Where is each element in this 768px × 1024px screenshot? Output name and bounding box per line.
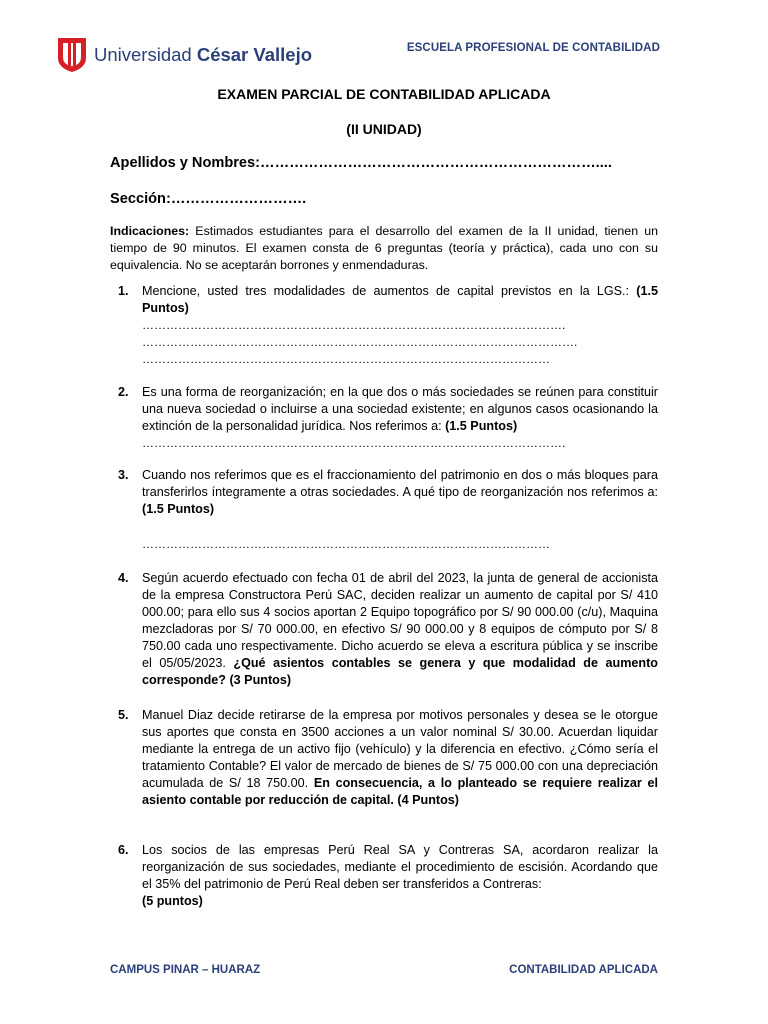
question-number: 3. bbox=[118, 468, 129, 482]
question-points: (1.5 Puntos) bbox=[142, 502, 215, 516]
page-header bbox=[58, 38, 660, 74]
question-5 bbox=[110, 707, 658, 809]
question-6 bbox=[110, 842, 658, 910]
question-text: Mencione, usted tres modalidades de aumentos de capital previstos en la LGS.: bbox=[142, 284, 637, 298]
question-points: ¿Qué asientos contables se genera y que modalidad de aumento corresponde? (3 Puntos) bbox=[142, 656, 658, 687]
question-4 bbox=[110, 570, 658, 689]
question-text: Cuando nos referimos que es el fraccionamiento del patrimonio en dos o más bloques para transferirlos íntegramente a otras sociedades. A qué tipo de reorganización nos referimos a: bbox=[142, 468, 658, 499]
answer-line: ………………………………………………………………………………………… bbox=[142, 352, 550, 366]
logo-name-text: César Vallejo bbox=[196, 44, 313, 65]
question-1 bbox=[110, 283, 658, 368]
question-number: 1. bbox=[118, 284, 129, 298]
instructions-text: Estimados estudiantes para el desarrollo del examen de la II unidad, tienen un tiempo de 90 minutos. El examen consta de 6 preguntas (teoría y práctica), cada uno con su equivalencia. No se aceptarán borrones y enmendaduras. bbox=[110, 224, 658, 272]
answer-line: ……………………………………………………………………………………………. bbox=[142, 436, 566, 450]
university-logo bbox=[58, 38, 312, 72]
question-number: 2. bbox=[118, 385, 129, 399]
school-name: ESCUELA PROFESIONAL DE CONTABILIDAD bbox=[406, 42, 660, 54]
question-points: (1.5 Puntos) bbox=[142, 284, 658, 315]
question-points: (5 puntos) bbox=[142, 894, 203, 908]
instructions bbox=[110, 223, 658, 274]
question-text: Manuel Diaz decide retirarse de la empresa por motivos personales y desea se le otorgue sus aportes que consta en 3500 acciones a un valor nominal S/ 30.00. Acuerdan liquidar mediante la entrega de un activo fijo (vehículo) y la diferencia en efectivo. ¿Cómo sería el tratamiento Contable? El valor de mercado de bienes de S/ 75 000.00 con una depreciación acumulada de S/ 18 750.00. bbox=[142, 708, 658, 790]
question-number: 6. bbox=[118, 843, 129, 857]
logo-wordmark bbox=[94, 44, 312, 66]
question-text: Según acuerdo efectuado con fecha 01 de abril del 2023, la junta de general de accionista de la empresa Constructora Perú SAC, deciden realizar un aumento de capital por S/ 410 000.00; para ello sus 4 socios aportan 2 Equipo topográfico por S/ 90 000.00 (c/u), Maquina mezcladoras por S/ 70 000.00, en efectivo S/ 90 000.00 y 8 equipos de cómputo por S/ 8 750.00 cada uno respectivamente. Dicho acuerdo se eleva a escritura pública y se inscribe el 05/05/2023. bbox=[142, 571, 658, 670]
question-number: 5. bbox=[118, 708, 129, 722]
question-points: (1.5 Puntos) bbox=[445, 419, 518, 433]
question-3 bbox=[110, 467, 658, 553]
answer-line: ………………………………………………………………………………………………. bbox=[142, 335, 578, 349]
question-text: Es una forma de reorganización; en la que dos o más sociedades se reúnen para constituir una nueva sociedad o incluirse a una sociedad existente; en algunos casos ocasionando la extinción de la personalidad jurídica. Nos referimos a: bbox=[142, 385, 658, 433]
footer-course: CONTABILIDAD APLICADA bbox=[509, 964, 658, 976]
footer-campus: CAMPUS PINAR – HUARAZ bbox=[110, 964, 261, 976]
question-points: En consecuencia, a lo planteado se requiere realizar el asiento contable por reducción de capital. (4 Puntos) bbox=[142, 776, 658, 807]
instructions-label: Indicaciones: bbox=[110, 224, 190, 238]
answer-line: ……………………………………………………………………………………………. bbox=[142, 318, 566, 332]
ucv-shield-icon bbox=[58, 38, 86, 72]
answer-line: ………………………………………………………………………………………… bbox=[142, 537, 550, 551]
question-2 bbox=[110, 384, 658, 452]
section-field: Sección:………………………. bbox=[110, 191, 307, 207]
exam-title: EXAMEN PARCIAL DE CONTABILIDAD APLICADA bbox=[217, 86, 551, 102]
question-number: 4. bbox=[118, 571, 129, 585]
exam-subtitle: (II UNIDAD) bbox=[346, 121, 422, 137]
name-field: Apellidos y Nombres:…………………………………………………………….... bbox=[110, 155, 612, 171]
question-text: Los socios de las empresas Perú Real SA y Contreras SA, acordaron realizar la reorganización de sus sociedades, mediante el procedimiento de escisión. Acordando que el 35% del patrimonio de Perú Real deben ser transferidos a Contreras: bbox=[142, 843, 658, 891]
logo-university-text: Universidad bbox=[94, 44, 192, 65]
